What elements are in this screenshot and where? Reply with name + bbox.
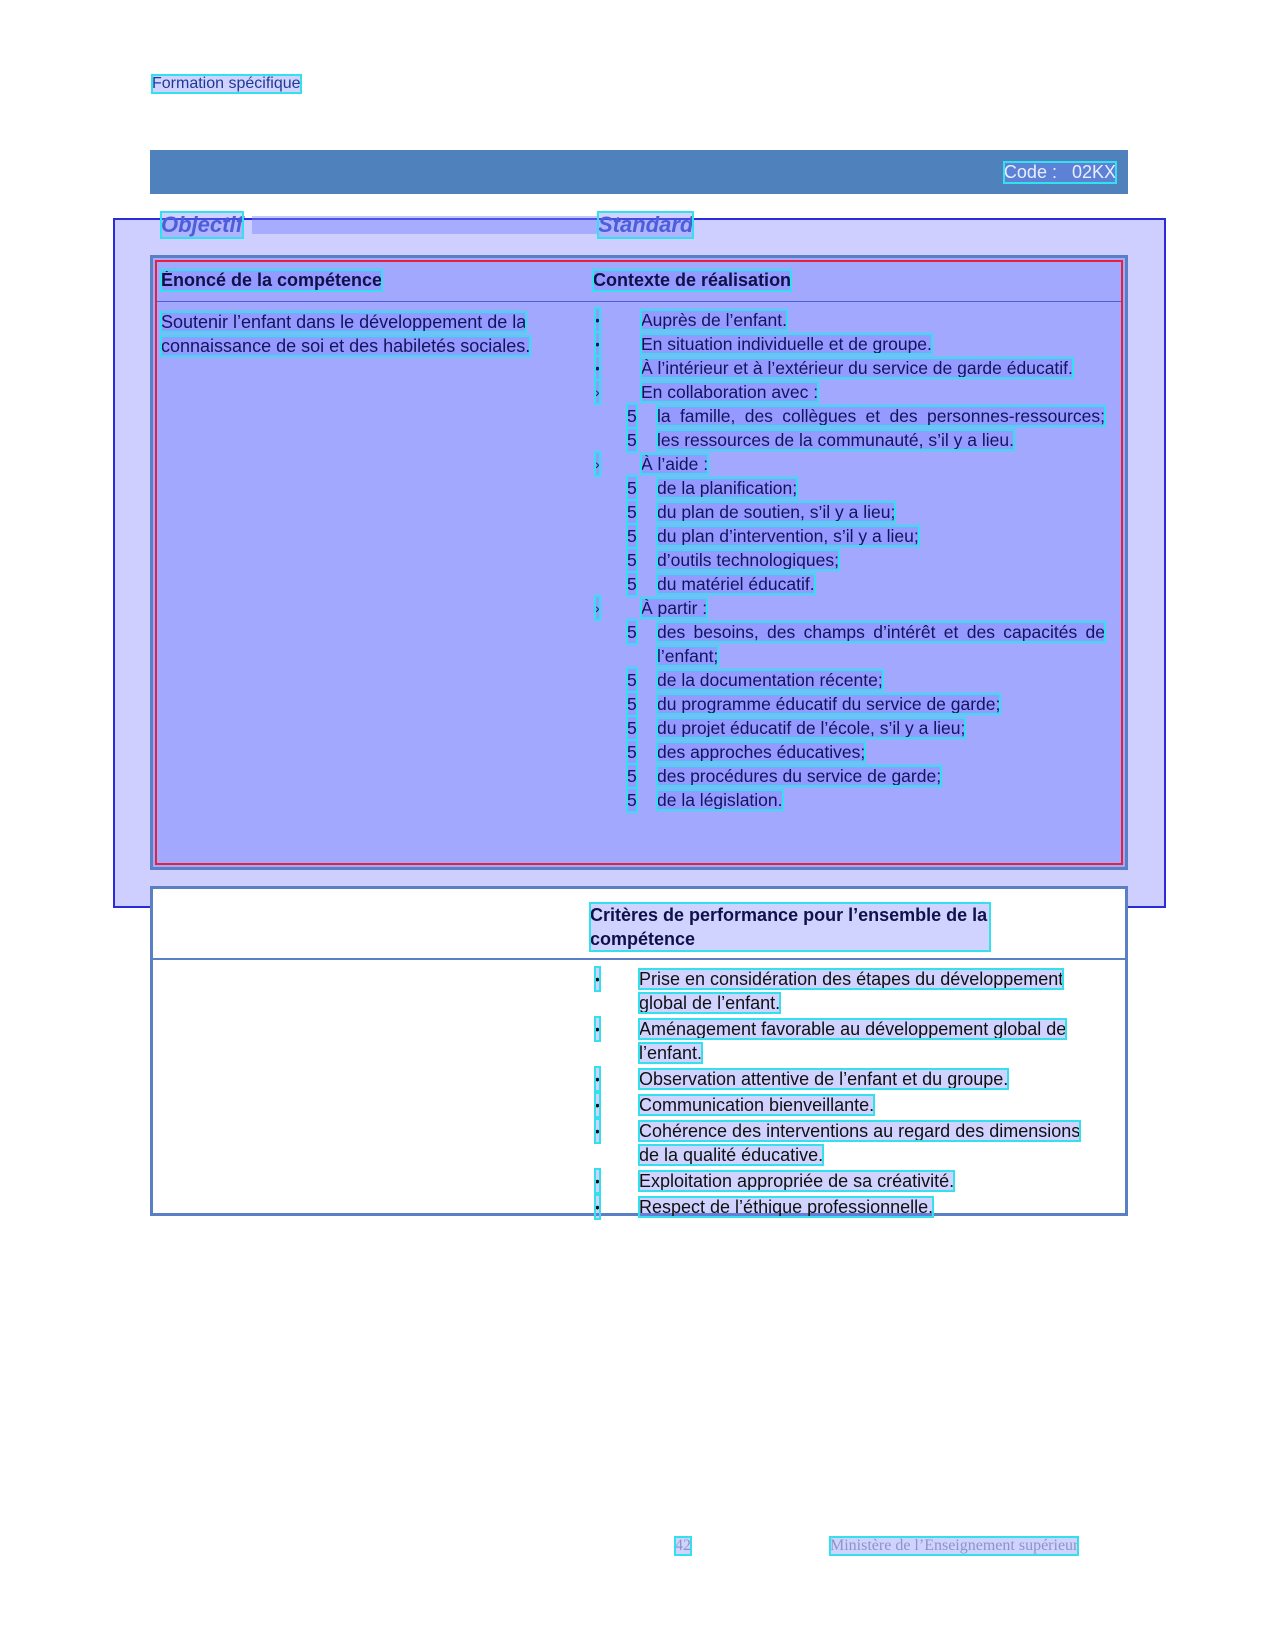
bullet-icon: › bbox=[595, 452, 600, 476]
contexte-item bbox=[593, 620, 1105, 668]
contexte-item-text: Auprès de l’enfant. bbox=[641, 310, 787, 330]
contexte-item-text: de la planification; bbox=[657, 478, 798, 498]
contexte-item bbox=[593, 452, 1105, 476]
critere-item bbox=[593, 1119, 1103, 1167]
contexte-item-text: du plan de soutien, s’il y a lieu; bbox=[657, 502, 896, 522]
contexte-item bbox=[593, 716, 1105, 740]
bullet-icon: 5 bbox=[627, 790, 637, 810]
bullet-icon: 5 bbox=[627, 526, 637, 546]
enonce-header: Énoncé de la compétence bbox=[161, 270, 383, 290]
critere-item-text: Respect de l’éthique professionnelle. bbox=[639, 1197, 934, 1217]
critere-item bbox=[593, 1169, 1103, 1193]
contexte-item-text: À l’aide : bbox=[641, 454, 709, 474]
bullet-icon: • bbox=[595, 356, 600, 380]
bullet-icon: 5 bbox=[627, 574, 637, 594]
contexte-item bbox=[593, 764, 1105, 788]
bullet-icon: • bbox=[595, 1017, 600, 1041]
bullet-icon: › bbox=[595, 596, 600, 620]
bullet-icon: • bbox=[595, 1119, 600, 1143]
contexte-item-text: des procédures du service de garde; bbox=[657, 766, 942, 786]
contexte-item bbox=[593, 380, 1105, 404]
critere-item-text: Observation attentive de l’enfant et du groupe. bbox=[639, 1069, 1009, 1089]
contexte-item bbox=[593, 500, 1105, 524]
critere-item-text: Cohérence des interventions au regard des dimensions de la qualité éducative. bbox=[639, 1121, 1081, 1165]
code-label: Code : 02KX bbox=[1003, 162, 1116, 182]
contexte-item bbox=[593, 476, 1105, 500]
bullet-icon: 5 bbox=[627, 670, 637, 690]
bullet-icon: • bbox=[595, 1169, 600, 1193]
contexte-item bbox=[593, 356, 1105, 380]
contexte-item-text: du matériel éducatif. bbox=[657, 574, 815, 594]
contexte-item-text: de la documentation récente; bbox=[657, 670, 883, 690]
bullet-icon: 5 bbox=[627, 430, 637, 450]
contexte-item-text: des besoins, des champs d’intérêt et des capacités de l’enfant; bbox=[657, 622, 1105, 666]
contexte-item bbox=[593, 332, 1105, 356]
bullet-icon: • bbox=[595, 967, 600, 991]
table-header-divider bbox=[157, 301, 1121, 302]
contexte-item bbox=[593, 404, 1105, 428]
bullet-icon: 5 bbox=[627, 742, 637, 762]
contexte-item bbox=[593, 596, 1105, 620]
bullet-icon: • bbox=[595, 1195, 600, 1219]
contexte-item-text: des approches éducatives; bbox=[657, 742, 866, 762]
contexte-item bbox=[593, 572, 1105, 596]
criteres-table bbox=[150, 886, 1128, 1216]
footer-ministry: Ministère de l’Enseignement supérieur bbox=[830, 1537, 1079, 1554]
bullet-icon: 5 bbox=[627, 478, 637, 498]
bullet-icon: • bbox=[595, 1067, 600, 1091]
critere-item-text: Communication bienveillante. bbox=[639, 1095, 875, 1115]
enonce-text-content: Soutenir l’enfant dans le développement de la connaissance de soi et des habiletés sociales. bbox=[161, 312, 531, 356]
bullet-icon: 5 bbox=[627, 622, 637, 642]
contexte-item-text: de la législation. bbox=[657, 790, 783, 810]
critere-item bbox=[593, 967, 1103, 1015]
critere-item bbox=[593, 1093, 1103, 1117]
bullet-icon: 5 bbox=[627, 550, 637, 570]
contexte-item-text: À l’intérieur et à l’extérieur du service de garde éducatif. bbox=[641, 358, 1073, 378]
code-bar bbox=[150, 150, 1128, 194]
critere-item bbox=[593, 1017, 1103, 1065]
bullet-icon: 5 bbox=[627, 718, 637, 738]
contexte-item-text: d’outils technologiques; bbox=[657, 550, 839, 570]
table-header-divider bbox=[153, 958, 1125, 960]
competence-table bbox=[150, 255, 1128, 870]
bullet-icon: 5 bbox=[627, 502, 637, 522]
contexte-item-text: du plan d’intervention, s’il y a lieu; bbox=[657, 526, 919, 546]
criteres-list bbox=[593, 967, 1103, 1221]
contexte-item bbox=[593, 308, 1105, 332]
contexte-item-text: du programme éducatif du service de garde; bbox=[657, 694, 1001, 714]
contexte-item bbox=[593, 740, 1105, 764]
bullet-icon: 5 bbox=[627, 766, 637, 786]
critere-item-text: Aménagement favorable au développement global de l’enfant. bbox=[639, 1019, 1067, 1063]
program-header: Formation spécifique bbox=[152, 75, 301, 92]
bullet-icon: 5 bbox=[627, 694, 637, 714]
bullet-icon: • bbox=[595, 308, 600, 332]
contexte-item bbox=[593, 428, 1105, 452]
footer-page-number: 42 bbox=[675, 1537, 691, 1554]
contexte-header: Contexte de réalisation bbox=[593, 270, 792, 290]
column-title-standard: Standard bbox=[598, 212, 694, 237]
contexte-item bbox=[593, 692, 1105, 716]
bullet-icon: • bbox=[595, 1093, 600, 1117]
contexte-list bbox=[593, 308, 1105, 812]
contexte-item bbox=[593, 668, 1105, 692]
enonce-text bbox=[161, 310, 561, 358]
bullet-icon: › bbox=[595, 380, 600, 404]
contexte-item bbox=[593, 524, 1105, 548]
column-header-highlight bbox=[252, 216, 597, 234]
critere-item bbox=[593, 1195, 1103, 1219]
contexte-item-text: En collaboration avec : bbox=[641, 382, 819, 402]
critere-item-text: Exploitation appropriée de sa créativité. bbox=[639, 1171, 955, 1191]
column-title-objectif: Objectif bbox=[161, 212, 243, 237]
contexte-item bbox=[593, 788, 1105, 812]
contexte-item-text: En situation individuelle et de groupe. bbox=[641, 334, 932, 354]
critere-item-text: Prise en considération des étapes du développement global de l’enfant. bbox=[639, 969, 1064, 1013]
contexte-item bbox=[593, 548, 1105, 572]
contexte-item-text: du projet éducatif de l’école, s’il y a lieu; bbox=[657, 718, 966, 738]
criteres-header: Critères de performance pour l’ensemble de la compétence bbox=[590, 903, 990, 951]
contexte-item-text: À partir : bbox=[641, 598, 708, 618]
bullet-icon: • bbox=[595, 332, 600, 356]
bullet-icon: 5 bbox=[627, 406, 637, 426]
contexte-item-text: les ressources de la communauté, s’il y a lieu. bbox=[657, 430, 1014, 450]
contexte-item-text: la famille, des collègues et des personnes-ressources; bbox=[657, 406, 1105, 426]
critere-item bbox=[593, 1067, 1103, 1091]
